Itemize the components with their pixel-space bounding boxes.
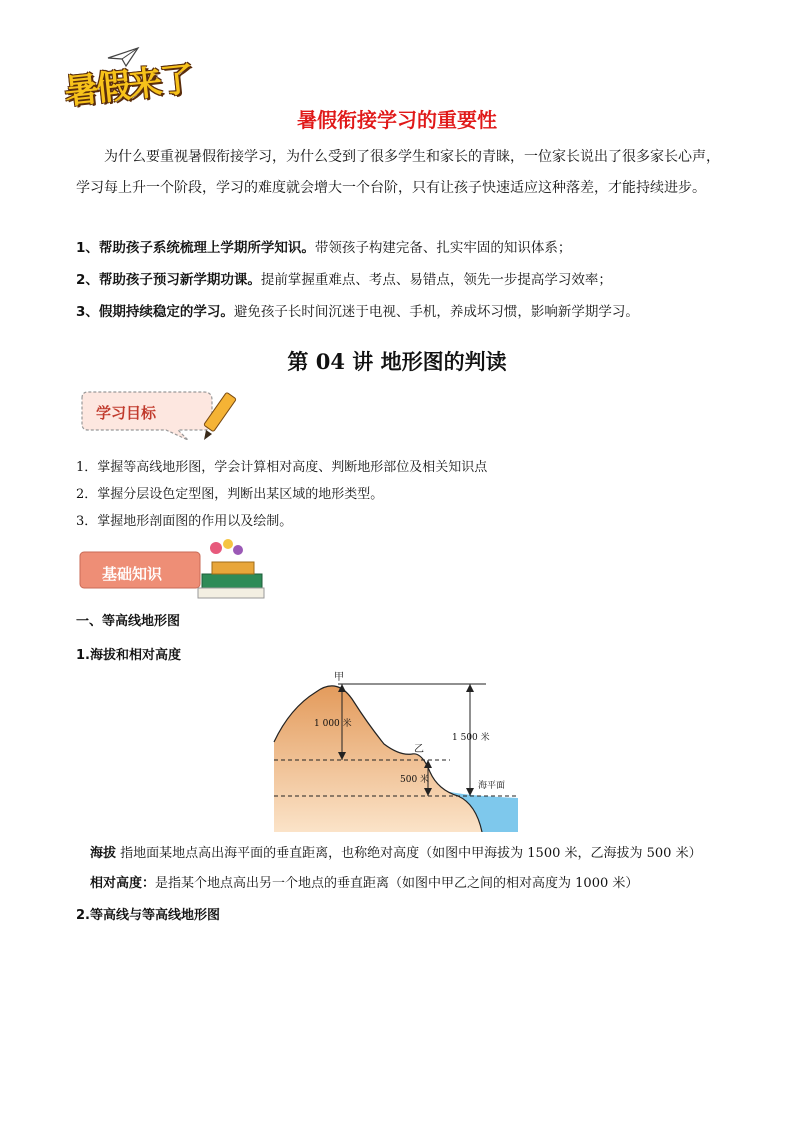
- subsection-heading: 2.等高线与等高线地形图: [76, 908, 220, 923]
- label-sea: 海平面: [478, 781, 506, 791]
- goals-badge-label: 学习目标: [96, 404, 157, 422]
- point-lead: 帮助孩子预习新学期功课。: [98, 272, 261, 288]
- definition-term: 海拔: [90, 846, 117, 861]
- definition-text: 是指某个地点高出另一个地点的垂直距离（如图中甲乙之间的相对高度为 1000 米）: [155, 876, 639, 891]
- definition-relative-height: [90, 872, 638, 891]
- point-lead: 假期持续稳定的学习。: [98, 304, 234, 320]
- list-item: [76, 236, 736, 256]
- section-heading: 一、等高线地形图: [76, 614, 181, 629]
- point-text: 带领孩子构建完备、扎实牢固的知识体系；: [314, 240, 572, 256]
- list-item: [76, 268, 736, 288]
- label-jia: 甲: [334, 672, 344, 683]
- lecture-title: 第 04 讲 地形图的判读: [287, 349, 507, 374]
- point-text: 提前掌握重难点、考点、易错点，领先一步提高学习效率；: [260, 272, 612, 288]
- list-item: 3．掌握地形剖面图的作用以及绘制。: [76, 514, 293, 529]
- page-title: 暑假衔接学习的重要性: [297, 108, 497, 132]
- summer-logo: [60, 46, 195, 113]
- point-number: 1、: [76, 240, 99, 256]
- list-item: [76, 300, 736, 320]
- list-item: 1．掌握等高线地形图，学会计算相对高度、判断地形部位及相关知识点: [76, 460, 488, 475]
- books-icon: [198, 539, 264, 598]
- subsection-heading: 1.海拔和相对高度: [76, 648, 181, 663]
- knowledge-badge-label: 基础知识: [102, 565, 163, 583]
- point-number: 2、: [76, 272, 99, 288]
- list-item: 2．掌握分层设色定型图，判断出某区域的地形类型。: [76, 487, 384, 502]
- definition-term: 相对高度：: [90, 876, 156, 891]
- point-number: 3、: [76, 304, 99, 320]
- label-1500: 1 500 米: [452, 733, 490, 743]
- altitude-diagram: [272, 664, 522, 832]
- label-1000: 1 000 米: [314, 719, 352, 729]
- label-yi: 乙: [414, 744, 424, 755]
- label-500: 500 米: [400, 775, 430, 785]
- definition-altitude: [90, 842, 702, 861]
- point-lead: 帮助孩子系统梳理上学期所学知识。: [98, 240, 315, 256]
- definition-text: 指地面某地点高出海平面的垂直距离，也称绝对高度（如图中甲海拔为 1500 米，乙海拔为 500 米）: [116, 846, 702, 861]
- logo-text: 暑假来了: [62, 59, 195, 113]
- point-text: 避免孩子长时间沉迷于电视、手机，养成坏习惯，影响新学期学习。: [233, 304, 639, 320]
- intro-paragraph: 为什么要重视暑假衔接学习，为什么受到了很多学生和家长的青睐，一位家长说出了很多家长心声，学习每上升一个阶段，学习的难度就会增大一个台阶，只有让孩子快速适应这种落差，才能持续进步。: [76, 149, 720, 196]
- mountain-shape: [274, 686, 482, 832]
